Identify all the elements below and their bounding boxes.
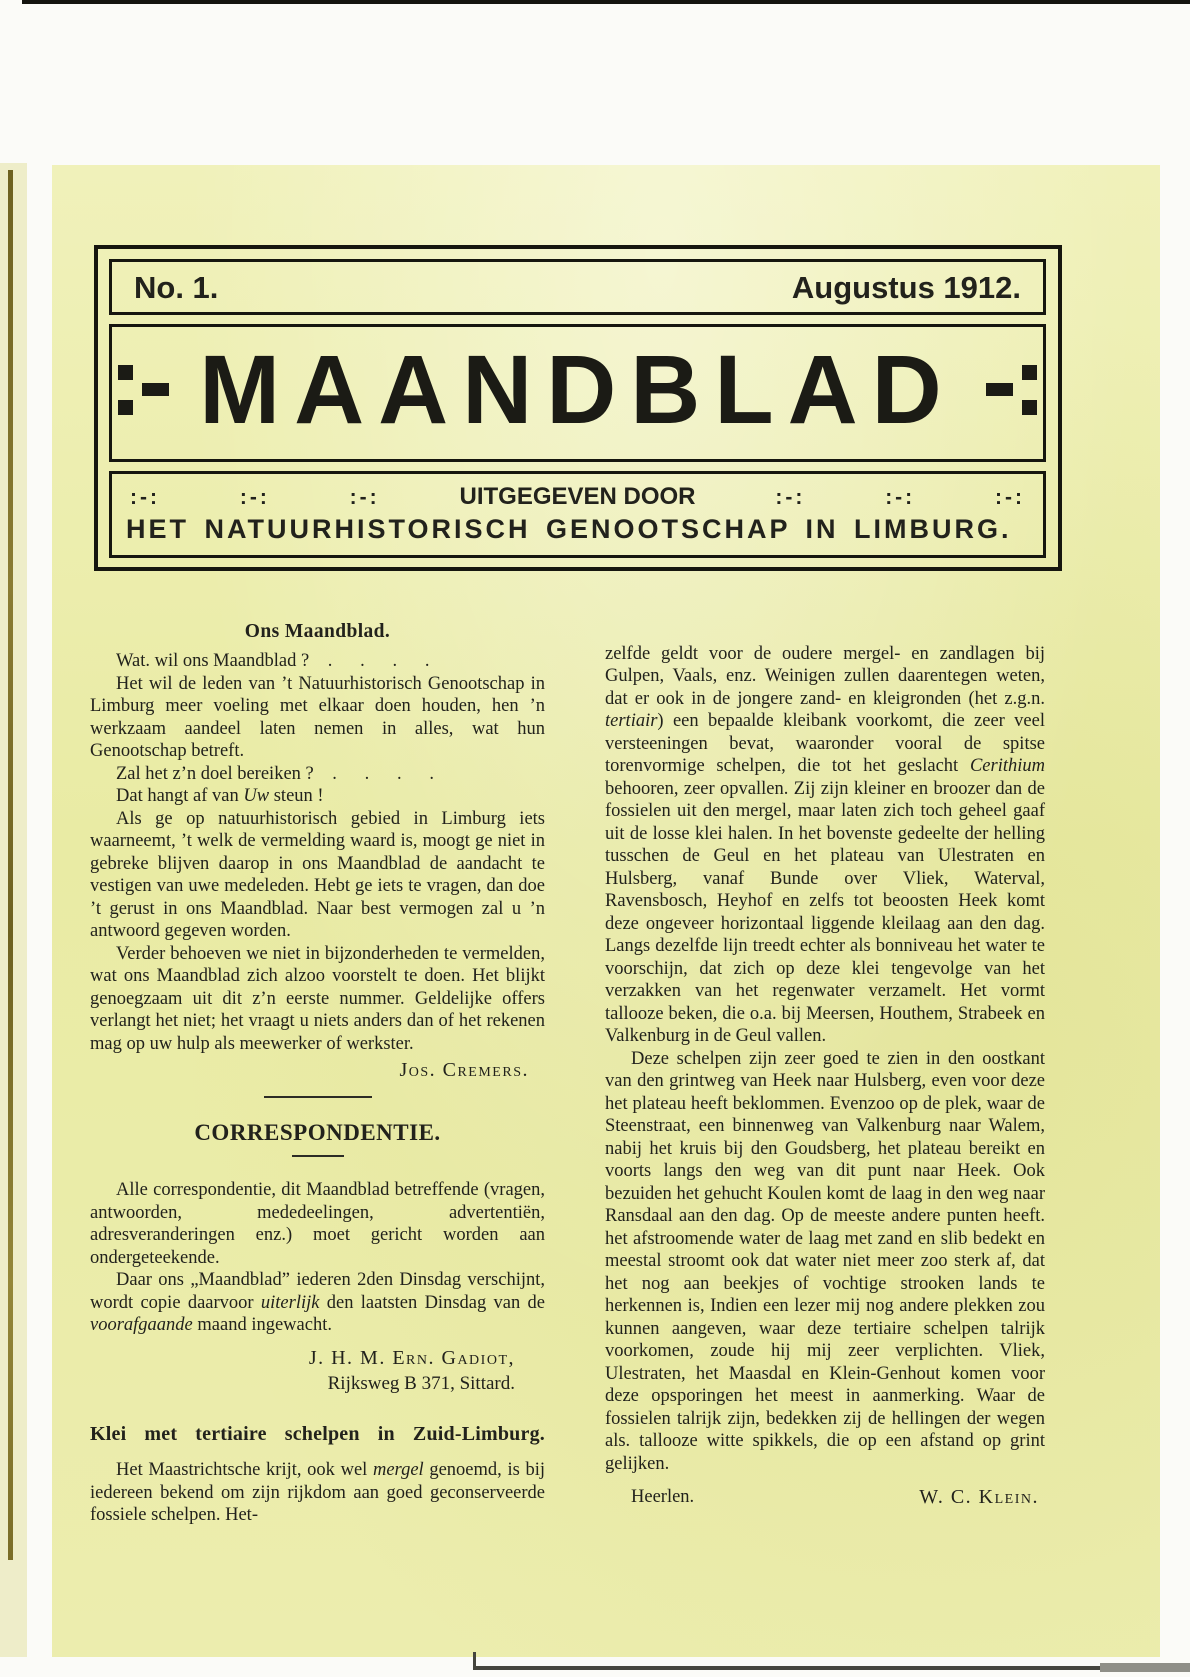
colon-dash-ornament: :-: bbox=[130, 485, 160, 509]
colon-dash-ornament: :-: bbox=[885, 485, 916, 509]
section-divider-rule bbox=[264, 1096, 372, 1098]
issue-date: Augustus 1912. bbox=[791, 270, 1021, 305]
article3-heading: Klei met tertiaire schelpen in Zuid-Limburg. bbox=[90, 1422, 545, 1445]
scanned-journal-page bbox=[52, 165, 1160, 1657]
page-spine-strip bbox=[0, 163, 27, 1657]
article2-signature bbox=[90, 1345, 545, 1397]
publisher-label: UITGEGEVEN DOOR bbox=[459, 482, 696, 510]
article1-paragraph: Dat hangt af van Uw steun ! bbox=[116, 786, 324, 807]
scan-edge-shadow-bottom bbox=[1100, 1663, 1190, 1672]
page-spine-line bbox=[8, 170, 13, 1560]
article3-signature-row bbox=[605, 1486, 1045, 1509]
signature-name: W. C. Klein. bbox=[919, 1486, 1039, 1509]
colon-dash-ornament: :-: bbox=[239, 485, 270, 509]
scan-edge-tick-bottom bbox=[473, 1652, 476, 1670]
masthead-box bbox=[94, 245, 1062, 571]
publisher-name: HET NATUURHISTORISCH GENOOTSCHAP IN LIMBURG. bbox=[126, 513, 1012, 544]
colon-dash-ornament: :-: bbox=[995, 485, 1025, 509]
colon-dash-ornament: :-: bbox=[349, 485, 380, 509]
article3-paragraph: Deze schelpen zijn zeer goed te zien in den oostkant van den grintweg van Heek naar Hulsberg, even voor deze het plateau heeft beklommen. Evenzoo op de plek, waar de Steenstraat, een binnenweg van Valkenburg naar Walem, nabij het kruis bij den Goudsberg, het plateau bereikt en voorts langs den weg van dit punt naar Heek. Ook bezuiden het gehucht Koulen komt de laag in den weg naar Ransdaal aan den dag. Op de meeste andere punten heeft. het afstroomende water de laag met zand en slib bedekt en meestal stroomt ook dat water niet meer zoo sterk af, dat het nog aan beekjes of vochtige strooken lands te herkennen is, Indien een lezer mij nog andere plekken zou kunnen aangeven, waar deze tertiaire schelpen talrijk voorkomen, zoude hij mij zeer verplichten. Vliek, Ulestraten, het Maasdal en Klein-Genhout komen voor deze opsporingen het meest in aanmerking. Waar de fossielen talrijk zijn, bedekken zij de hellingen der wegen als. tallooze witte spikkels, die op een afstand op grint gelijken. bbox=[605, 1048, 1045, 1474]
signature-address: Rijksweg B 371, Sittard. bbox=[327, 1372, 515, 1394]
publisher-line1 bbox=[126, 483, 1029, 511]
signature-name: J. H. M. Ern. Gadiot, bbox=[308, 1346, 515, 1369]
article1-paragraph: Wat. wil ons Maandblad ? . . . . bbox=[116, 651, 430, 672]
article2-heading: CORRESPONDENTIE. bbox=[194, 1119, 441, 1145]
title-ornament-left-icon bbox=[118, 365, 169, 415]
title-box bbox=[109, 324, 1046, 462]
article3-paragraph: Het Maastrichtsche krijt, ook wel mergel genoemd, is bij iedereen bekend om zijn rijkdom aan goed geconserveerde fossiele schelpen. Het- bbox=[90, 1460, 545, 1526]
article1-paragraph: Het wil de leden van ’t Natuurhistorisch Genootschap in Limburg meer voeling met elkaar doen houden, hen ’n werkzaam aandeel laten nemen in alles, wat hun Genootschap betreft. bbox=[90, 673, 545, 762]
left-column bbox=[90, 621, 545, 1527]
journal-title: MAANDBLAD bbox=[199, 335, 956, 444]
issue-date-box bbox=[109, 259, 1046, 315]
article2-paragraph: Daar ons „Maandblad” iederen 2den Dinsdag verschijnt, wordt copie daarvoor uiterlijk den laatsten Dinsdag van de voorafgaande maand ingewacht. bbox=[90, 1270, 546, 1336]
heading-underline-rule bbox=[292, 1155, 344, 1157]
article1-paragraph: Verder behoeven we niet in bijzonderheden te vermelden, wat ons Maandblad zich alzoo voorstelt te doen. Het blijkt genoegzaam uit dit z’n eerste nummer. Geldelijke offers verlangt het niet; het vraagt u niets anders dan of het rekenen mag op uw hulp als meewerker of werkster. bbox=[90, 943, 545, 1054]
article1-heading: Ons Maandblad. bbox=[244, 620, 391, 642]
signature-place: Heerlen. bbox=[631, 1487, 695, 1508]
article1-paragraph: Als ge op natuurhistorisch gebied in Limburg iets waarneemt, ’t welk de vermelding waard is, moogt ge niet in gebreke blijven daarop in ons Maandblad de aandacht te vestigen van uwe medeleden. Hebt ge iets te vragen, dan doe ’t gerust in ons Maandblad. Naar best vermogen zal u ’n antwoord gegeven worden. bbox=[90, 808, 545, 942]
scan-edge-line-top bbox=[22, 0, 1190, 4]
issue-number: No. 1. bbox=[134, 270, 219, 305]
article1-signature: Jos. Cremers. bbox=[399, 1059, 529, 1082]
article2-paragraph: Alle correspondentie, dit Maandblad betreffende (vragen, antwoorden, mededeelingen, advertentiën, adresveranderingen enz.) moet gericht worden aan ondergeteekende. bbox=[90, 1180, 545, 1268]
text-columns bbox=[90, 621, 1160, 1527]
title-ornament-right-icon bbox=[986, 365, 1037, 415]
scan-edge-line-bottom bbox=[475, 1666, 1190, 1670]
article3-paragraph-continued: zelfde geldt voor de oudere mergel- en zandlagen bij Gulpen, Vaals, enz. Weinigen zullen daarentegen weten, dat er ook in de jongere zand- en kleigronden (het z.g.n. tertiair) een bepaalde kleibank voorkomt, die zeer veel versteeningen bevat, waaronder vooral de spitse torenvormige schelpen, die tot het geslacht Cerithium behooren, zeer opvallen. Zij zijn kleiner en broozer dan de fossielen uit den mergel, maar laten zich toch geheel gaaf uit de losse klei halen. In het bovenste gedeelte der helling tusschen de Geul en het plateau van Ulestraten en Hulsberg, vanaf Bunde over Vliek, Waterval, Ravensbosch, Heyhof en zelfs tot beoosten Heek komt deze ongeveer horizontaal liggende kleilaag aan den dag. Langs dezelfde lijn treedt echter als bonniveau het water te voorschijn, dat zich op deze klei tengevolge van het verzakken van het regenwater verzamelt. Het vormt tallooze beken, die o.a. bij Meersen, Houthem, Strabeek en Valkenburg in de Geul vallen. bbox=[605, 643, 1045, 1047]
article1-paragraph: Zal het z’n doel bereiken ? . . . . bbox=[116, 763, 434, 784]
publisher-box bbox=[109, 471, 1046, 558]
colon-dash-ornament: :-: bbox=[775, 485, 806, 509]
right-column bbox=[605, 621, 1045, 1527]
